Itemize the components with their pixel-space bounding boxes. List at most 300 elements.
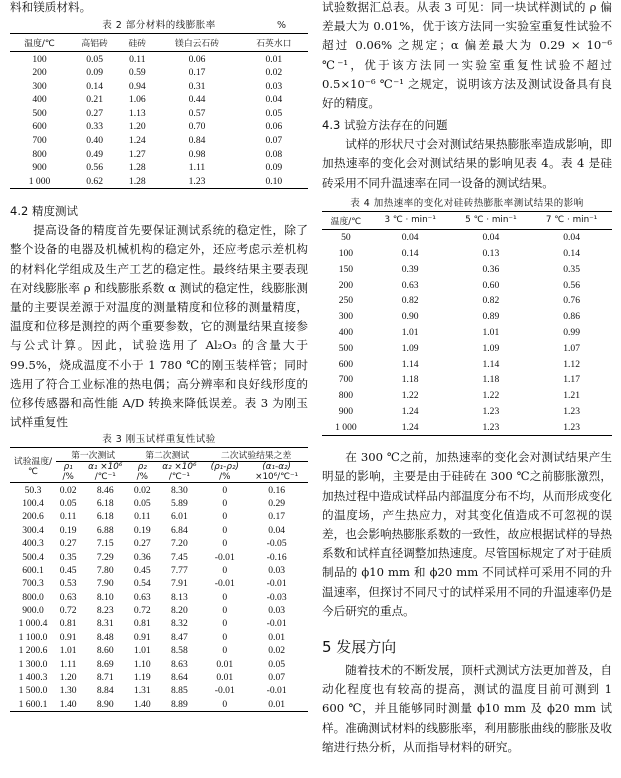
table-cell: 0.04 — [563, 232, 581, 244]
table-cell: 1.18 — [482, 374, 500, 386]
table-cell: 0.72 — [133, 605, 151, 617]
table-cell: 0 — [222, 511, 228, 523]
table-cell: 700 — [338, 374, 354, 386]
table-2-caption-row — [10, 19, 308, 33]
table-row — [10, 497, 308, 510]
table-cell: 8.90 — [96, 698, 114, 710]
table-cell: 0.90 — [401, 311, 419, 323]
table-row — [10, 617, 308, 630]
table-cell: -0.03 — [266, 591, 287, 603]
table-4-header: 7 ℃ · min⁻¹ — [545, 215, 598, 226]
table-cell: 0.76 — [563, 295, 581, 307]
table-cell: 6.01 — [170, 511, 188, 523]
table-cell: 300 — [32, 80, 47, 92]
table-cell: 1.23 — [482, 421, 500, 433]
table-cell: 8.63 — [170, 658, 188, 670]
table-cell: 8.69 — [96, 658, 114, 670]
table-cell: 1.24 — [401, 421, 419, 433]
table-cell: 0 — [222, 618, 228, 630]
table-cell: 7.90 — [96, 578, 114, 590]
table-2-header: 高铝砖 — [81, 39, 108, 50]
table-cell: 1.11 — [188, 162, 206, 174]
table-cell: 0.02 — [59, 484, 77, 496]
table-cell: 1 400.3 — [18, 672, 48, 684]
table-row — [10, 483, 308, 497]
table-cell: 0.11 — [134, 511, 151, 523]
table-cell: 0.82 — [401, 295, 419, 307]
table-cell: 0.99 — [563, 327, 581, 338]
table-cell: 0.35 — [563, 263, 581, 275]
table-cell: 0 — [222, 538, 228, 550]
table-cell: 7.77 — [170, 564, 188, 576]
table-cell: 0.45 — [59, 564, 77, 576]
table-cell: 1.14 — [482, 358, 500, 370]
table-cell: 1 100.0 — [18, 631, 48, 643]
table-3-unit-header: /% — [136, 472, 148, 483]
table-cell: 0.56 — [86, 162, 104, 174]
table-cell: 0.36 — [482, 263, 500, 275]
table-row — [10, 684, 308, 697]
table-3-unit-header: ×10⁶/℃⁻¹ — [255, 472, 299, 483]
table-cell: 100 — [338, 248, 354, 260]
table-cell: 0 — [222, 591, 228, 603]
table-cell: 1 600.1 — [18, 698, 48, 710]
table-cell: 0.19 — [133, 524, 151, 536]
table-cell: 0.39 — [401, 263, 419, 275]
table-cell: -0.01 — [214, 578, 235, 590]
table-row — [10, 604, 308, 617]
table-cell: 0.11 — [59, 511, 77, 523]
table-cell: 0.57 — [188, 107, 206, 119]
table-cell: 0.04 — [401, 232, 419, 244]
table-cell: 500.4 — [22, 551, 44, 563]
table-row — [322, 293, 612, 309]
table-cell: 0.16 — [268, 484, 286, 496]
table-cell: 1.40 — [59, 698, 77, 710]
table-cell: 1.22 — [401, 390, 419, 402]
table-cell: 900 — [338, 405, 354, 417]
table-cell: 0.84 — [188, 135, 206, 147]
table-cell: 8.31 — [96, 618, 114, 630]
table-cell: 300.4 — [22, 524, 44, 536]
table-cell: -0.01 — [266, 685, 287, 697]
table-cell: 100.4 — [22, 497, 44, 509]
table-row — [322, 277, 612, 293]
table-cell: 1.20 — [128, 121, 146, 133]
table-cell: -0.01 — [214, 551, 235, 563]
table-cell: 500 — [338, 342, 354, 354]
table-cell: 8.71 — [96, 672, 114, 684]
table-cell: -0.01 — [266, 578, 287, 590]
table-cell: 8.20 — [170, 605, 188, 617]
table-cell: 0.56 — [563, 279, 581, 291]
table-cell: 8.23 — [96, 605, 114, 617]
table-cell: 8.58 — [170, 645, 188, 657]
table-cell: 8.85 — [170, 685, 188, 697]
table-cell: 0.63 — [401, 279, 419, 291]
table-cell: 0.89 — [482, 311, 500, 323]
table-cell: 50.3 — [24, 484, 42, 496]
table-cell: 0.14 — [401, 248, 419, 260]
table-cell: 500 — [32, 107, 47, 119]
table-row — [10, 537, 308, 550]
table-4-header: 3 ℃ · min⁻¹ — [384, 215, 436, 226]
table-row — [10, 577, 308, 590]
table-cell: 1 500.0 — [18, 685, 48, 697]
table-cell: 800 — [338, 390, 354, 402]
table-row — [10, 524, 308, 537]
table-cell: 8.64 — [170, 672, 188, 684]
table-3-unit-header: /% — [62, 472, 74, 483]
table-cell: 200 — [32, 67, 47, 79]
table-2-caption: 表 2 部分材料的线膨胀率 — [102, 20, 216, 32]
table-cell: 100 — [32, 53, 47, 65]
table-row — [10, 66, 308, 80]
table-cell: -0.16 — [266, 551, 287, 563]
table-row — [10, 93, 308, 107]
table-cell: 0.06 — [188, 53, 206, 65]
table-cell: 300 — [338, 311, 354, 323]
table-cell: 0.98 — [188, 148, 206, 160]
table-cell: 400 — [32, 94, 47, 106]
table-3-sub-header: ρ₁ — [63, 462, 73, 473]
table-cell: 800 — [32, 148, 47, 160]
table-cell: 0.05 — [265, 107, 283, 119]
table-3-unit-header: /℃⁻¹ — [168, 472, 190, 483]
table-3-sub-header: (α₁-α₂) — [262, 462, 291, 473]
table-row — [10, 175, 308, 189]
table-cell: 0.10 — [265, 175, 283, 187]
table-3-temp-header: 试验温度/℃ — [10, 448, 56, 483]
table-row — [322, 261, 612, 277]
table-cell: 1.30 — [59, 685, 77, 697]
section-4-3-title: 4.3 试验方法存在的问题 — [322, 118, 448, 133]
table-cell: 1 300.0 — [18, 658, 48, 670]
table-cell: 0.01 — [265, 53, 283, 65]
table-cell: 700.3 — [22, 578, 44, 590]
table-cell: 0.13 — [482, 248, 500, 260]
table-cell: 1.24 — [128, 135, 146, 147]
table-cell: 150 — [338, 263, 354, 275]
table-cell: 200 — [338, 279, 354, 291]
table-row — [10, 107, 308, 121]
table-cell: 0.03 — [268, 564, 286, 576]
table-3-sub-header: α₂ ×10⁶ — [162, 462, 197, 473]
table-cell: 0.02 — [268, 645, 286, 657]
table-cell: 0.14 — [563, 248, 581, 260]
table-row — [10, 510, 308, 523]
section-4-2-paragraph: 提高设备的精度首先要保证测试系统的稳定性，除了整个设备的电器及机械机构的稳定外，还应考虑示差机构的材料化学组成及生产工艺的稳定性。最终结果主要表现在对线膨胀率 ρ 和线膨胀系数 α 测试的稳定性，线膨胀测量的主要误差源于对温度的测量精度和位移的测量精度，温度和位移是测控的两个重要参数，它的测量结果直接参与公式计算。因此，试验选用了 Al₂O₃ 的含量大于 99.5%，烧成温度不小于 1 780 ℃的刚玉装样管；同时选用了符合工业标准的热电偶；高分辨率和良好线形度的位移传感器和高性能 A/D 转换来降低误差。表 3 为刚玉试样重复性 — [10, 223, 308, 430]
table-cell: 8.47 — [170, 631, 188, 643]
table-cell: 0.62 — [86, 175, 104, 187]
table-cell: 1.22 — [482, 390, 500, 402]
table-3-sub-header: ρ₂ — [137, 462, 147, 473]
table-cell: 0.91 — [133, 631, 151, 643]
table-cell: 0 — [222, 484, 228, 496]
left-column — [10, 0, 308, 712]
table-row — [322, 246, 612, 262]
table-cell: 1.10 — [133, 658, 151, 670]
table-cell: 900 — [32, 162, 47, 174]
table-cell: 1.13 — [128, 107, 146, 119]
table-row — [10, 671, 308, 684]
table-cell: 0.63 — [59, 591, 77, 603]
table-cell: 0.08 — [265, 148, 283, 160]
table-3 — [10, 447, 308, 712]
table-cell: 200.6 — [22, 511, 44, 523]
table-cell: 600.1 — [22, 564, 44, 576]
table-cell: 1 200.6 — [18, 645, 48, 657]
table-cell: 1.14 — [401, 358, 419, 370]
table-cell: 0.05 — [59, 497, 77, 509]
table-cell: 6.18 — [96, 497, 114, 509]
table-cell: 0.06 — [265, 121, 283, 133]
table-cell: 1.09 — [482, 342, 500, 354]
table-cell: 250 — [338, 295, 354, 307]
table-cell: -0.05 — [266, 538, 287, 550]
table-cell: 0.81 — [59, 618, 77, 630]
table-cell: 1.01 — [133, 645, 151, 657]
table-row — [10, 134, 308, 148]
table-row — [10, 564, 308, 577]
table-3-unit-header: /% — [219, 472, 231, 483]
table-cell: 0.54 — [133, 578, 151, 590]
table-3-group-header: 第一次测试 — [56, 448, 130, 462]
table-cell: 0 — [222, 497, 228, 509]
table-4-caption: 表 4 加热速率的变化对硅砖热膨胀率测试结果的影响 — [350, 197, 584, 209]
table-cell: 0.07 — [268, 672, 286, 684]
table-cell: 1.28 — [128, 175, 146, 187]
table-row — [10, 550, 308, 563]
table-cell: 900.0 — [22, 605, 44, 617]
table-3-group-header: 二次试验结果之差 — [204, 448, 308, 462]
table-3-unit-header: /℃⁻¹ — [94, 472, 116, 483]
table-cell: 0.27 — [133, 538, 151, 550]
table-cell: 1.18 — [401, 374, 419, 386]
table-row — [10, 120, 308, 134]
table-row — [322, 309, 612, 325]
table-cell: 0.07 — [265, 135, 283, 147]
chapter-5-title: 5 发展方向 — [322, 638, 397, 657]
table-cell: 8.32 — [170, 618, 188, 630]
table-cell: 8.84 — [96, 685, 114, 697]
table-row — [322, 325, 612, 341]
table-row — [10, 698, 308, 712]
table-cell: 0 — [222, 605, 228, 617]
table-cell: 0.33 — [86, 121, 104, 133]
table-cell: 0.94 — [128, 80, 146, 92]
table-2-header: 温度/℃ — [24, 39, 55, 50]
table-cell: 0.82 — [482, 295, 500, 307]
table-cell: 1.01 — [59, 645, 77, 657]
table-cell: 0.53 — [59, 578, 77, 590]
table-cell: 0.19 — [59, 524, 77, 536]
table-row — [322, 340, 612, 356]
table-cell: 0.04 — [482, 232, 500, 244]
table-cell: 0.27 — [59, 538, 77, 550]
table-cell: 0.14 — [86, 80, 104, 92]
table-row — [10, 161, 308, 175]
table-cell: 0.63 — [133, 591, 151, 603]
section-4-2-title: 4.2 精度测试 — [10, 204, 78, 219]
table-cell: 0.02 — [133, 484, 151, 496]
table-cell: 1.07 — [563, 342, 581, 354]
table-4-header: 5 ℃ · min⁻¹ — [465, 215, 517, 226]
table-cell: 6.18 — [96, 511, 114, 523]
table-cell: 0.91 — [59, 631, 77, 643]
table-cell: 1.28 — [128, 162, 146, 174]
table-cell: 0 — [222, 631, 228, 643]
table-cell: 0.04 — [265, 94, 283, 106]
table-row — [10, 657, 308, 670]
table-row — [10, 591, 308, 604]
table-cell: 0.05 — [268, 658, 286, 670]
chapter-5-paragraph: 随着技术的不断发展，顶杆式测试方法更加普及，自动化程度也有较高的提高，测试的温度目前可测到 1 600 ℃，并且能够同时测量 ϕ10 mm 及 ϕ20 mm 试样。准确测试材料的线膨胀率，利用膨胀曲线的膨胀及收缩进行热分析，从而指导材料的研究。 — [322, 663, 612, 754]
table-cell: 7.15 — [96, 538, 114, 550]
table-cell: 0.60 — [482, 279, 500, 291]
table-cell: 800.0 — [22, 591, 44, 603]
table-row — [322, 388, 612, 404]
table-cell: 400 — [338, 327, 354, 338]
table-cell: -0.01 — [214, 685, 235, 697]
table-cell: 1.09 — [401, 342, 419, 354]
table-3-sub-header: α₁ ×10⁶ — [88, 462, 123, 473]
table-cell: 1.12 — [563, 358, 581, 370]
table-cell: 0.59 — [128, 67, 146, 79]
results-paragraph: 试验数据汇总表。从表 3 可见：同一块试样测试的 ρ 偏差最大为 0.01%，优于该方法同一实验室重复性试验不超过 0.06% 之规定；α 偏差最大为 0.29 × 10⁻⁶ ℃⁻¹，优于该方法同一实验室重复性试验不超过 0.5×10⁻⁶ ℃⁻¹ 之规定，说明该方法及测试设备具有良好的精度。 — [322, 0, 612, 111]
table-cell: 6.84 — [170, 524, 188, 536]
table-cell: 0.01 — [216, 672, 234, 684]
table-cell: 7.45 — [170, 551, 188, 563]
table-cell: 600 — [338, 358, 354, 370]
table-cell: 0.45 — [133, 564, 151, 576]
table-cell: 0.36 — [133, 551, 151, 563]
table-cell: 1 000 — [335, 421, 357, 433]
table-cell: 1.24 — [401, 405, 419, 417]
table-cell: 1.31 — [133, 685, 151, 697]
table-3-group-header: 第二次测试 — [130, 448, 204, 462]
table-cell: 1.17 — [563, 374, 581, 386]
table-cell: 0.02 — [265, 67, 283, 79]
table-cell: 0.21 — [86, 94, 104, 106]
table-row — [322, 356, 612, 372]
table-cell: 1.06 — [128, 94, 146, 106]
table-cell: 1.40 — [133, 698, 151, 710]
table-cell: 1.27 — [128, 148, 146, 160]
table-cell: 0 — [222, 564, 228, 576]
table-cell: 0.35 — [59, 551, 77, 563]
table-row — [10, 79, 308, 93]
table-row — [10, 52, 308, 66]
table-cell: 0 — [222, 524, 228, 536]
table-cell: 0.70 — [188, 121, 206, 133]
table-cell: 1.20 — [59, 672, 77, 684]
table-2-header: 石英水口 — [256, 39, 292, 50]
table-cell: 1.23 — [563, 405, 581, 417]
table-cell: 8.13 — [170, 591, 188, 603]
table-cell: 0.17 — [188, 67, 206, 79]
table-cell: 1.01 — [482, 327, 500, 338]
intro-line: 料和镁质材料。 — [10, 0, 92, 14]
table-cell: 0 — [222, 645, 228, 657]
table-cell: 0.72 — [59, 605, 77, 617]
table-cell: 0.81 — [133, 618, 151, 630]
table-3-caption: 表 3 刚玉试样重复性试验 — [102, 434, 216, 446]
table-cell: 400.3 — [22, 538, 44, 550]
table-4-header: 温度/℃ — [330, 216, 362, 227]
table-cell: 7.20 — [170, 538, 188, 550]
table-cell: 0.03 — [268, 605, 286, 617]
table-cell: 0.49 — [86, 148, 104, 160]
table-cell: 0.09 — [265, 162, 283, 174]
table-row — [322, 419, 612, 435]
table-cell: 8.30 — [170, 484, 188, 496]
table-4 — [322, 211, 612, 436]
table-2-header: 镁白云石砖 — [175, 39, 220, 50]
table-cell: 1.21 — [563, 390, 581, 402]
table-cell: 0.40 — [86, 135, 104, 147]
table-row — [10, 644, 308, 657]
table-cell: 0.44 — [188, 94, 206, 106]
table-cell: 0.05 — [86, 53, 104, 65]
table-cell: 0 — [222, 698, 228, 710]
table-cell: 0.01 — [216, 658, 234, 670]
table-cell: 1 000.4 — [18, 618, 48, 630]
table-cell: 7.91 — [170, 578, 188, 590]
table-cell: 700 — [32, 135, 47, 147]
table-cell: 0.31 — [188, 80, 206, 92]
table-cell: 1.01 — [401, 327, 419, 338]
table-cell: 8.48 — [96, 631, 114, 643]
table-cell: 0.86 — [563, 311, 581, 323]
table-cell: 0.11 — [129, 53, 146, 65]
table-cell: 0.04 — [268, 524, 286, 536]
table-cell: 0.05 — [133, 497, 151, 509]
table-row — [322, 372, 612, 388]
table-cell: 0.03 — [265, 80, 283, 92]
table-cell: 7.29 — [96, 551, 114, 563]
right-column — [322, 0, 612, 757]
table-cell: 0.01 — [268, 631, 286, 643]
table-row — [10, 147, 308, 161]
table-cell: 1.11 — [59, 658, 77, 670]
table-cell: 1.23 — [563, 421, 581, 433]
table-cell: 1.19 — [133, 672, 151, 684]
table-cell: 8.60 — [96, 645, 114, 657]
table-cell: 0.29 — [268, 497, 286, 509]
table-cell: 5.89 — [170, 497, 188, 509]
table-cell: 0.17 — [268, 511, 286, 523]
table-row — [322, 404, 612, 420]
table-3-sub-header: (ρ₁-ρ₂) — [210, 462, 239, 473]
table-2-unit: % — [276, 20, 286, 32]
table-cell: 1.23 — [482, 405, 500, 417]
table-cell: 8.46 — [96, 484, 114, 496]
table-cell: 8.89 — [170, 698, 188, 710]
table-cell: 6.88 — [96, 524, 114, 536]
table-cell: -0.01 — [266, 618, 287, 630]
table-cell: 600 — [32, 121, 47, 133]
table-cell: 0.09 — [86, 67, 104, 79]
table-cell: 1.23 — [188, 175, 206, 187]
table-row — [10, 631, 308, 644]
table-cell: 7.80 — [96, 564, 114, 576]
section-4-3-paragraph: 试样的形状尺寸会对测试结果热膨胀率造成影响，即加热速率的变化会对测试结果的影响见表 4。表 4 是硅砖采用不同升温速率在同一设备的测试结果。 — [322, 137, 612, 190]
table-cell: 0.27 — [86, 107, 104, 119]
table-2-header: 硅砖 — [128, 39, 147, 50]
heating-rate-paragraph: 在 300 ℃之前，加热速率的变化会对测试结果产生明显的影响，主要是由于硅砖在 300 ℃之前膨胀激烈，加热过程中造成试样品内部温度分布不均，从而形成变化的温度场，产生热应力，对其变化值造成不可忽视的误差，也会影响热膨胀系数的一致性，故应根据试样的导热系数和试样直径调整加热速度。尽管国标规定了对于硅质制品的 ϕ10 mm 和 ϕ20 mm 不同试样可采用不同的升温速率，但探讨不同尺寸的试样采用不同的升温速率仍是今后研究的重点。 — [322, 450, 612, 618]
table-2 — [10, 33, 308, 189]
